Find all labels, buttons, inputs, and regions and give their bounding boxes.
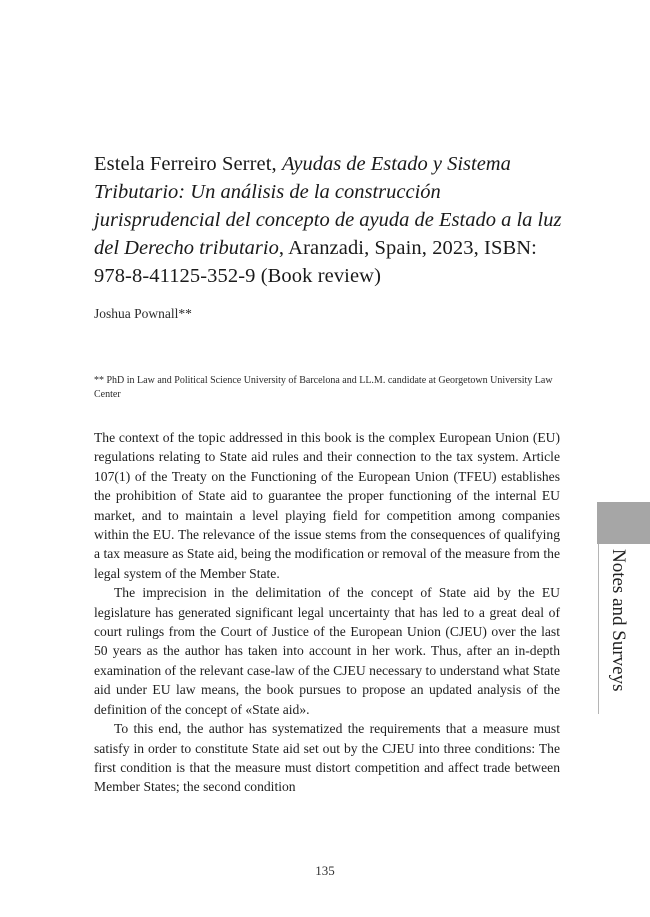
author-footnote: ** PhD in Law and Political Science University of Barcelona and LL.M. candidate at Georgetown University Law Center [94,375,553,400]
paragraph: The imprecision in the delimitation of the concept of State aid by the EU legislature has generated significant legal uncertainty that has led to a great deal of court rulings from the Court of Justice of the European Union (CJEU) over the last 50 years as the author has taken into account in her work. Thus, after an in-depth examination of the relevant case-law of the CJEU necessary to understand what State aid under EU law means, the book pursues to propose an updated analysis of the definition of the concept of «State aid». [94,585,560,717]
article-body [94,428,560,797]
paragraph: The context of the topic addressed in this book is the complex European Union (EU) regulations relating to State aid rules and their connection to the tax system. Article 107(1) of the Treaty on the Functioning of the European Union (TFEU) establishes the prohibition of State aid to guarantee the proper functioning of the internal EU market, and to maintain a level playing field for competition among companies within the EU. The relevance of the issue stems from the consequences of qualifying a tax measure as State aid, being the modification or removal of the measure from the legal system of the Member State. [94,430,560,581]
paragraph: To this end, the author has systematized the requirements that a measure must satisfy in order to constitute State aid set out by the CJEU into three conditions: The first condition is that the measure must distort competition and affect trade between Member States; the second condition [94,721,560,795]
review-author: Joshua Pownall** [94,306,192,321]
title-publication-details: , Aranzadi, Spain, 2023, ISBN: 978-8-41125-352-9 (Book review) [94,237,537,287]
title-book-name: Ayudas de Estado y Sistema Tributario: Un análisis de la construcción jurisprudencial del concepto de ayuda de Estado a la luz del Derecho tributario [94,153,562,259]
title-author-name: Estela Ferreiro Serret, [94,153,282,175]
page-number: 135 [315,863,335,878]
article-title [94,150,564,290]
section-tab-divider [598,544,599,714]
section-tab-marker [597,502,650,544]
section-label: Notes and Surveys [608,549,629,692]
